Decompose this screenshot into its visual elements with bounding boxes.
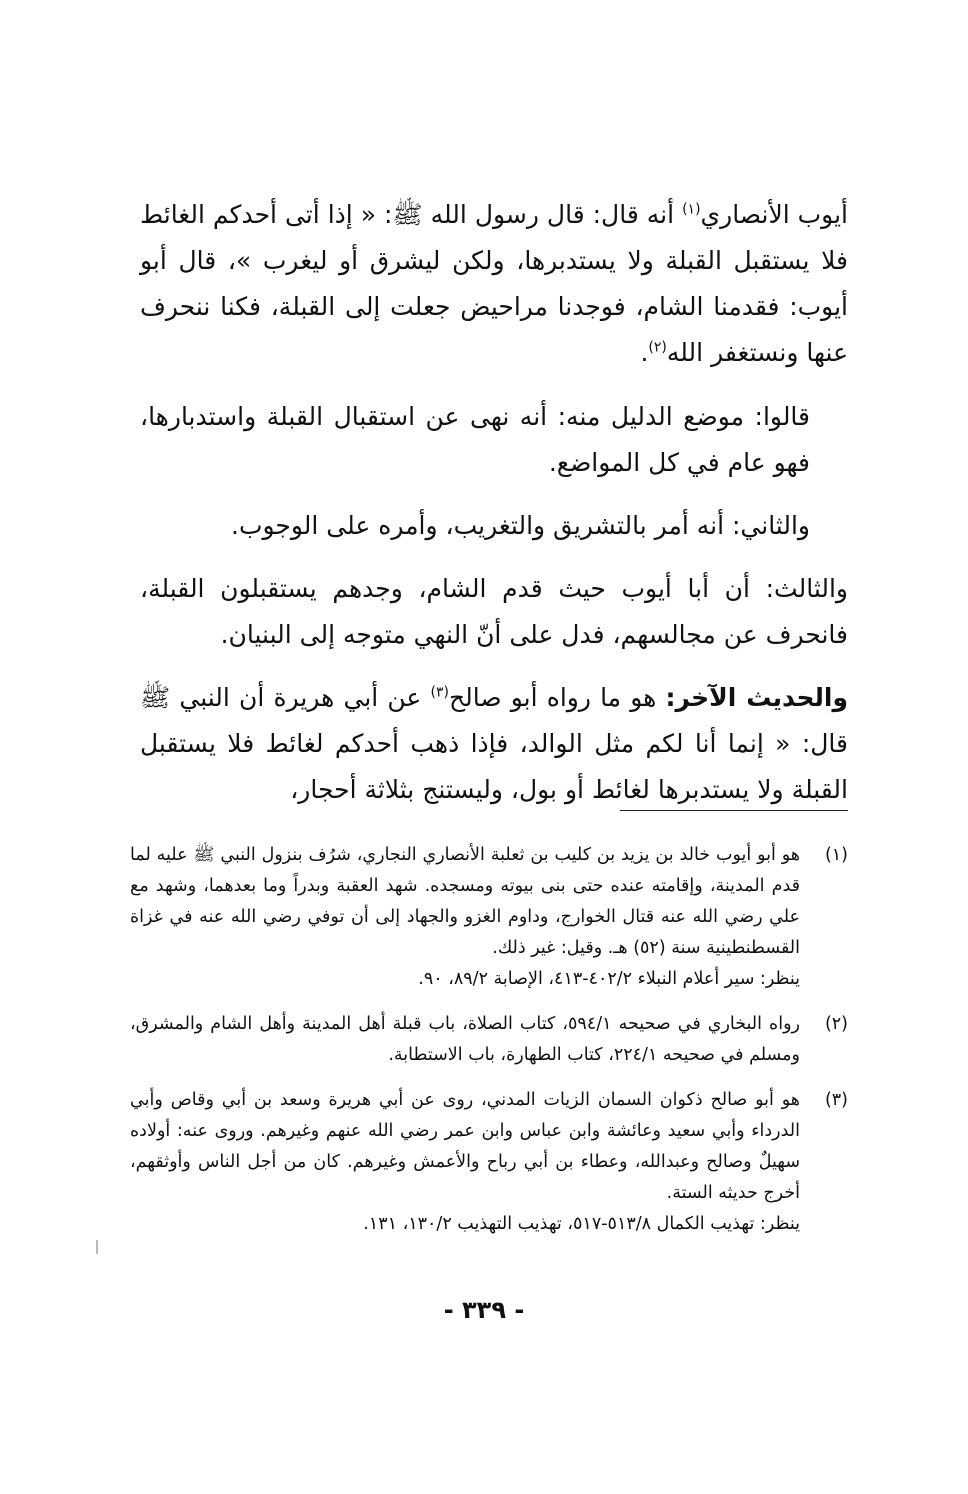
scan-mark bbox=[96, 1240, 98, 1254]
footnote-line: هو أبو أيوب خالد بن يزيد بن كليب بن ثعلبة الأنصاري النجاري، شرُف بنزول النبي ﷺ عليه لما قدم المدينة، وإقامته عنده حتى بنى بيوته ومسجده. شهد العقبة وبدراً وما بعدهما، وشهد مع علي رضي الله عنه قتال الخوارج، وداوم الغزو والجهاد إلى أن توفي رضي الله عنه في غزاة القسطنطينية سنة (٥٢) هـ. وقيل: غير ذلك. bbox=[130, 845, 800, 958]
footnote-line: ينظر: تهذيب الكمال ٥١٣/٨-٥١٧، تهذيب التهذيب ١٣٠/٢، ١٣١. bbox=[363, 1214, 800, 1234]
main-text bbox=[140, 192, 848, 830]
footnote-line: ينظر: سير أعلام النبلاء ٤٠٢/٢-٤١٣، الإصابة ٨٩/٢، ٩٠. bbox=[418, 969, 800, 989]
footnote-body bbox=[130, 840, 800, 995]
footnote-line: هو أبو صالح ذكوان السمان الزيات المدني، روى عن أبي هريرة وسعد بن أبي وقاص وأبي الدرداء وأبي سعيد وعائشة وابن عباس وابن عمر رضي الله عنهم وغيرهم. وروى عنه: أولاده سهيلٌ وصالح وعبدالله، وعطاء بن أبي رباح والأعمش وغيرهم. كان من أجل الناس وأوثقهم، أخرج حديثه الستة. bbox=[130, 1090, 800, 1203]
paragraph-1-body: أنه قال: قال رسول الله ﷺ: « إذا أتى أحدكم الغائط فلا يستقبل القبلة ولا يستدبرها، ولكن ليشرق أو ليغرب »، قال أبو أيوب: فقدمنا الشام، فوجدنا مراحيض جعلت إلى القبلة، فكنا ننحرف عنها ونستغفر الله bbox=[140, 200, 848, 367]
footnote-2 bbox=[130, 1009, 848, 1071]
paragraph-5-lead: والحديث الآخر: bbox=[665, 683, 848, 712]
paragraph-5-body: عن أبي هريرة أن النبي ﷺ قال: « إنما أنا لكم مثل الوالد، فإذا ذهب أحدكم لغائط فلا يستقبل القبلة ولا يستدبرها لغائط أو بول، وليستنج بثلاثة أحجار، bbox=[140, 683, 848, 804]
paragraph-3: والثاني: أنه أمر بالتشريق والتغريب، وأمره على الوجوب. bbox=[231, 511, 810, 540]
footnote-body bbox=[130, 1085, 800, 1240]
footnote-ref-1[interactable]: (١) bbox=[682, 201, 701, 218]
footnote-separator bbox=[620, 810, 848, 811]
footnote-number: (١) bbox=[824, 845, 848, 865]
paragraph-1-end: . bbox=[640, 338, 649, 367]
paragraph-1 bbox=[140, 192, 848, 376]
paragraph-2: قالوا: موضع الدليل منه: أنه نهى عن استقبال القبلة واستدبارها، فهو عام في كل المواضع. bbox=[140, 402, 810, 477]
footnotes bbox=[130, 840, 848, 1254]
footnote-1 bbox=[130, 840, 848, 995]
paragraph-5-start: هو ما رواه أبو صالح bbox=[448, 683, 666, 712]
footnote-body bbox=[130, 1009, 800, 1071]
footnote-number: (٣) bbox=[824, 1090, 848, 1110]
paragraph-1-start: أيوب الأنصاري bbox=[700, 200, 848, 229]
paragraph-4: والثالث: أن أبا أيوب حيث قدم الشام، وجدهم يستقبلون القبلة، فانحرف عن مجالسهم، فدل على أنّ النهي متوجه إلى البنيان. bbox=[140, 574, 848, 649]
footnote-ref-3[interactable]: (٣) bbox=[430, 684, 449, 701]
footnote-3 bbox=[130, 1085, 848, 1240]
footnote-number: (٢) bbox=[824, 1014, 848, 1034]
footnote-ref-2[interactable]: (٢) bbox=[648, 339, 667, 356]
page-number: - ٣٣٩ - bbox=[443, 1296, 525, 1324]
footnote-line: رواه البخاري في صحيحه ٥٩٤/١، كتاب الصلاة، باب قبلة أهل المدينة وأهل الشام والمشرق، ومسلم في صحيحه ٢٢٤/١، كتاب الطهارة، باب الاستطابة. bbox=[130, 1014, 800, 1065]
paragraph-5 bbox=[140, 675, 848, 813]
